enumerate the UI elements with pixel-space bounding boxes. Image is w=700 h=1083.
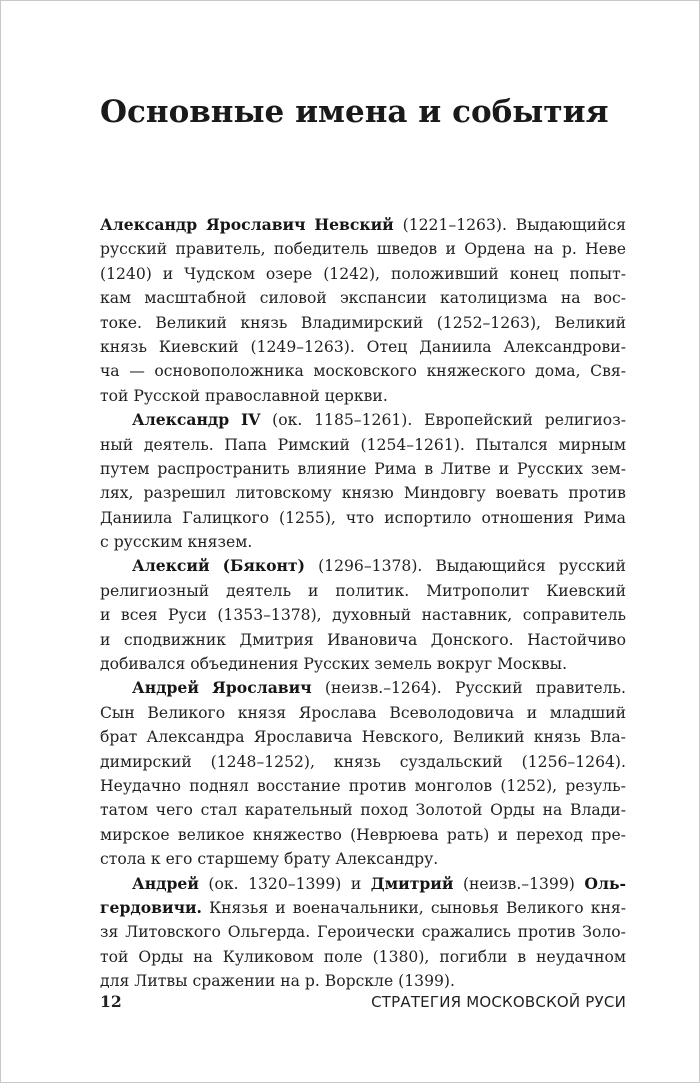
- word: католицизма: [439, 289, 548, 308]
- word: великое: [177, 825, 245, 844]
- word: той: [100, 947, 129, 966]
- word: русский: [100, 240, 168, 259]
- word: монголов: [414, 776, 493, 795]
- word: младший: [549, 703, 626, 722]
- word: Ярослава: [298, 703, 377, 722]
- text-line: [100, 750, 626, 774]
- text-line: [100, 896, 626, 920]
- word: (1252–1263),: [436, 313, 542, 332]
- word: и: [100, 606, 111, 625]
- word: и: [308, 581, 319, 600]
- word: (Неврюева: [350, 825, 439, 844]
- word: (1242),: [323, 264, 380, 283]
- word: князю: [341, 484, 394, 503]
- word: Свя-: [590, 362, 626, 381]
- word: ча: [100, 362, 120, 381]
- word: Донского.: [430, 630, 514, 649]
- word: против: [568, 484, 626, 503]
- text-line: [100, 872, 626, 896]
- word: (1249–1263).: [250, 337, 355, 356]
- word: Чудском: [184, 264, 255, 283]
- text-line: [100, 311, 626, 335]
- word: стал: [200, 801, 238, 820]
- word: (1254–1261).: [360, 435, 465, 454]
- word: мирным: [558, 435, 626, 454]
- word: Ольгерда.: [227, 923, 311, 942]
- word: (1252),: [500, 776, 558, 795]
- word: Сын: [100, 703, 135, 722]
- word: Великого: [505, 898, 584, 917]
- word: (1255),: [279, 508, 336, 527]
- text-line: [100, 945, 626, 969]
- text-line: [100, 213, 626, 237]
- text-line: [100, 554, 626, 578]
- text-line: [100, 701, 626, 725]
- word: в: [517, 947, 527, 966]
- word: кам: [100, 289, 132, 308]
- word: князь: [333, 752, 381, 771]
- word: гердовичи.: [100, 897, 202, 917]
- word: Ярославич: [212, 678, 312, 698]
- word: карательный: [244, 801, 353, 820]
- word: брат: [100, 728, 138, 747]
- word: (1240): [100, 264, 152, 283]
- text-line: [100, 603, 626, 627]
- word: князя: [237, 703, 287, 722]
- word: и: [445, 240, 456, 259]
- word: и: [526, 703, 538, 722]
- word: татом: [100, 801, 149, 820]
- text-line: с русским князем.: [100, 533, 253, 552]
- word: Киевский: [158, 337, 239, 356]
- word: Андрей: [132, 678, 199, 698]
- word: ный: [100, 435, 134, 454]
- word: Оль-: [584, 873, 626, 893]
- word: правитель,: [175, 240, 266, 259]
- word: Отец: [366, 337, 408, 356]
- word: Героически: [317, 923, 415, 942]
- word: на: [533, 240, 554, 259]
- text-line: стола к его старшему брату Александру.: [100, 850, 439, 869]
- word: пре-: [591, 825, 626, 844]
- word: Невский: [314, 215, 394, 234]
- entries-text: [100, 213, 626, 994]
- chapter-heading: Основные имена и события: [100, 94, 609, 130]
- word: деятель: [226, 581, 292, 600]
- word: Папа: [224, 435, 267, 454]
- word: Орды: [490, 801, 535, 820]
- word: на: [542, 801, 563, 820]
- text-line: [100, 579, 626, 603]
- word: (1248–1252),: [210, 752, 315, 771]
- word: Даниила: [100, 508, 173, 527]
- word: и: [497, 825, 508, 844]
- word: Александрови-: [503, 337, 626, 356]
- word: князь: [100, 337, 147, 356]
- text-line: [100, 335, 626, 359]
- word: влияние: [297, 459, 367, 478]
- word: княжество: [252, 825, 342, 844]
- word: Невского,: [361, 728, 444, 747]
- word: княжеского: [426, 362, 526, 381]
- word: резуль-: [565, 776, 626, 795]
- word: Дмитрий: [370, 873, 454, 893]
- word: Вла-: [590, 728, 626, 747]
- word: Золотой: [415, 801, 483, 820]
- word: Выдающийся: [515, 216, 626, 234]
- word: и: [275, 898, 286, 917]
- word: князь: [240, 313, 288, 332]
- word: испортило: [384, 508, 472, 527]
- word: силовой: [259, 289, 327, 308]
- word: 1320–1399): [248, 874, 342, 893]
- text-line: [100, 774, 626, 798]
- word: Александр: [132, 410, 230, 430]
- word: Миндовгу: [403, 484, 486, 503]
- text-line: [100, 725, 626, 749]
- text-line: той Русской православной церкви.: [100, 386, 388, 405]
- word: суздальский: [399, 752, 503, 771]
- word: (Бяконт): [222, 556, 305, 576]
- word: Ярославич: [206, 215, 306, 234]
- word: Ивановича: [327, 630, 418, 649]
- word: чего: [155, 801, 193, 820]
- word: основоположника: [154, 362, 304, 381]
- word: религиозный: [100, 581, 210, 600]
- word: дома,: [535, 362, 581, 381]
- word: —: [129, 362, 145, 381]
- word: поход: [360, 801, 408, 820]
- word: Князья: [209, 898, 269, 917]
- word: (ок.: [272, 411, 303, 430]
- text-line: [100, 628, 626, 652]
- word: Орды: [138, 947, 184, 966]
- text-line: [100, 920, 626, 944]
- word: Пытался: [475, 435, 548, 454]
- text-line: [100, 359, 626, 383]
- text-line: [100, 408, 626, 432]
- word: всея: [120, 606, 158, 625]
- word: Выдающийся: [435, 557, 546, 576]
- text-line: [100, 481, 626, 505]
- word: сражались: [421, 923, 511, 942]
- word: Всеволодовича: [389, 703, 515, 722]
- word: литовскому: [235, 484, 332, 503]
- page-number: 12: [100, 992, 122, 1011]
- word: и: [100, 630, 111, 649]
- word: попыт-: [569, 264, 626, 283]
- word: и: [162, 264, 174, 283]
- text-line: [100, 506, 626, 530]
- word: и: [350, 874, 362, 893]
- word: вос-: [593, 289, 626, 308]
- word: Литве: [440, 459, 491, 478]
- word: Неудачно: [100, 776, 181, 795]
- word: Настойчиво: [527, 630, 626, 649]
- word: Александра: [146, 728, 245, 747]
- word: деятель.: [143, 435, 214, 454]
- running-title: СТРАТЕГИЯ МОСКОВСКОЙ РУСИ: [371, 993, 626, 1011]
- word: Митрополит: [426, 581, 530, 600]
- word: Великого: [147, 703, 226, 722]
- text-line: добивался объединения Русских земель вокруг Москвы.: [100, 655, 568, 674]
- word: (неизв.–1264).: [324, 679, 442, 698]
- word: (неизв.–1399): [462, 874, 575, 893]
- word: Золо-: [582, 923, 626, 942]
- word: Андрей: [132, 873, 199, 893]
- word: Даниила: [419, 337, 492, 356]
- word: распространить: [157, 459, 290, 478]
- word: (1221–1263).: [402, 216, 507, 234]
- word: Великий: [452, 728, 525, 747]
- word: шведов: [376, 240, 438, 259]
- word: (1296–1378).: [318, 557, 423, 576]
- word: сподвижник: [123, 630, 227, 649]
- word: сыновья: [430, 898, 499, 917]
- word: рать): [446, 825, 490, 844]
- word: военачальники,: [292, 898, 424, 917]
- text-line: [100, 237, 626, 261]
- text-line: [100, 823, 626, 847]
- word: токе.: [100, 313, 142, 332]
- word: переход: [516, 825, 583, 844]
- word: (1353–1378),: [217, 606, 322, 625]
- word: соправитель: [522, 606, 626, 625]
- word: против: [348, 776, 407, 795]
- word: путем: [100, 459, 150, 478]
- word: Русских: [516, 459, 584, 478]
- word: Ярославича: [253, 728, 353, 747]
- word: Европейский: [424, 411, 533, 430]
- word: князь: [533, 728, 581, 747]
- page-footer: [100, 991, 626, 1013]
- word: Куликовом: [222, 947, 314, 966]
- word: русский: [558, 557, 626, 576]
- word: воевать: [495, 484, 559, 503]
- word: Русский: [455, 679, 523, 698]
- word: погибли: [439, 947, 508, 966]
- word: Рима: [374, 459, 417, 478]
- word: Влади-: [570, 801, 626, 820]
- word: озере: [265, 264, 313, 283]
- word: наставник,: [421, 606, 513, 625]
- word: мирское: [100, 825, 170, 844]
- word: отношения: [481, 508, 574, 527]
- word: в: [424, 459, 434, 478]
- word: Великий: [554, 313, 626, 332]
- word: р.: [561, 240, 577, 259]
- word: положивший: [390, 264, 499, 283]
- word: Рима: [583, 508, 626, 527]
- word: Римский: [277, 435, 350, 454]
- word: духовный: [332, 606, 412, 625]
- word: поле: [323, 947, 363, 966]
- word: политик.: [335, 581, 410, 600]
- word: зя: [100, 923, 119, 942]
- word: зем-: [590, 459, 626, 478]
- text-line: [100, 676, 626, 700]
- word: Галицкого: [182, 508, 270, 527]
- word: димирский: [100, 752, 192, 771]
- word: разрешил: [143, 484, 226, 503]
- word: IV: [240, 410, 261, 430]
- word: на: [560, 289, 581, 308]
- text-line: для Литвы сражении на р. Ворскле (1399).: [100, 972, 455, 991]
- word: (1380),: [372, 947, 430, 966]
- word: правитель.: [535, 679, 626, 698]
- text-line: [100, 798, 626, 822]
- word: 1185–1261).: [314, 411, 413, 430]
- word: религиоз-: [544, 411, 626, 430]
- text-line: [100, 433, 626, 457]
- word: лях,: [100, 484, 134, 503]
- word: московского: [313, 362, 417, 381]
- word: поднял: [189, 776, 249, 795]
- word: конец: [509, 264, 559, 283]
- word: кня-: [590, 898, 626, 917]
- word: на: [193, 947, 213, 966]
- word: Литовского: [125, 923, 221, 942]
- text-line: [100, 457, 626, 481]
- word: масштабной: [144, 289, 247, 308]
- word: (1256–1264).: [521, 752, 626, 771]
- word: Киевский: [546, 581, 626, 600]
- word: победитель: [273, 240, 369, 259]
- word: Дмитрия: [239, 630, 314, 649]
- word: Ордена: [464, 240, 526, 259]
- word: и: [498, 459, 510, 478]
- word: Неве: [585, 240, 626, 259]
- word: экспансии: [339, 289, 427, 308]
- word: неудачном: [536, 947, 626, 966]
- word: против: [517, 923, 576, 942]
- text-line: [100, 286, 626, 310]
- text-line: [100, 262, 626, 286]
- word: Александр: [100, 215, 198, 234]
- word: Алексий: [132, 556, 210, 576]
- word: Руси: [168, 606, 207, 625]
- word: Владимирский: [300, 313, 424, 332]
- word: Великий: [155, 313, 227, 332]
- word: (ок.: [208, 874, 239, 893]
- word: восстание: [256, 776, 341, 795]
- word: что: [345, 508, 375, 527]
